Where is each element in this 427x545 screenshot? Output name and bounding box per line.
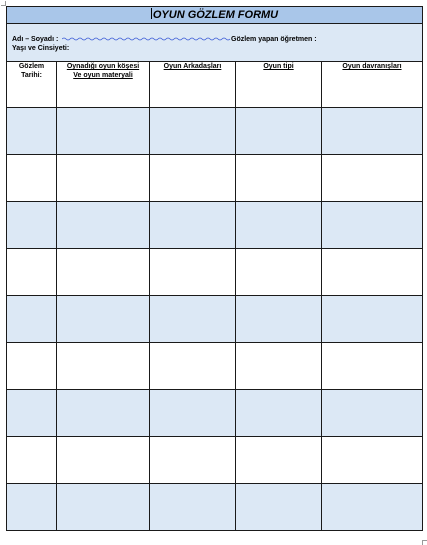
table-cell[interactable]: [150, 108, 236, 155]
table-row: [7, 155, 423, 202]
table-cell[interactable]: [322, 249, 423, 296]
table-cell[interactable]: [236, 249, 322, 296]
form-body: [7, 108, 423, 531]
table-cell[interactable]: [57, 343, 150, 390]
table-cell[interactable]: [236, 108, 322, 155]
column-header-text: Tarihi:: [21, 72, 42, 79]
table-cell[interactable]: [322, 155, 423, 202]
table-cell[interactable]: [7, 296, 57, 343]
table-cell[interactable]: [7, 484, 57, 531]
table-row: [7, 343, 423, 390]
table-cell[interactable]: [57, 437, 150, 484]
table-cell[interactable]: [150, 437, 236, 484]
table-cell[interactable]: [57, 390, 150, 437]
table-cell[interactable]: [322, 108, 423, 155]
form-title-cell: [7, 7, 423, 24]
table-cell[interactable]: [322, 390, 423, 437]
table-cell[interactable]: [322, 343, 423, 390]
table-cell[interactable]: [322, 484, 423, 531]
table-row: [7, 484, 423, 531]
table-cell[interactable]: [322, 437, 423, 484]
table-cell[interactable]: [7, 155, 57, 202]
table-cell[interactable]: [150, 249, 236, 296]
table-cell[interactable]: [7, 202, 57, 249]
table-row: [7, 202, 423, 249]
name-field-line: [12, 36, 232, 43]
spellcheck-underline: [62, 37, 232, 41]
table-cell[interactable]: [236, 202, 322, 249]
table-cell[interactable]: [7, 390, 57, 437]
table-cell[interactable]: [57, 202, 150, 249]
table-cell[interactable]: [236, 343, 322, 390]
table-row: [7, 249, 423, 296]
column-header-text: Oyun Arkadaşları: [163, 63, 222, 70]
table-cell[interactable]: [150, 202, 236, 249]
table-cell[interactable]: [7, 437, 57, 484]
table-cell[interactable]: [150, 390, 236, 437]
column-header-row: [7, 62, 423, 108]
name-label: Adı – Soyadı :: [12, 36, 59, 43]
table-cell[interactable]: [236, 390, 322, 437]
table-cell[interactable]: [236, 437, 322, 484]
page-corner-mark: [422, 540, 427, 545]
column-header-text: Oyun davranışları: [342, 63, 402, 70]
table-cell[interactable]: [322, 296, 423, 343]
column-header-date: [7, 62, 57, 108]
table-cell[interactable]: [150, 155, 236, 202]
table-cell[interactable]: [7, 343, 57, 390]
table-cell[interactable]: [57, 296, 150, 343]
column-header-text: Gözlem: [18, 63, 45, 70]
column-header-play-corner: [57, 62, 150, 108]
column-header-play-type: [236, 62, 322, 108]
table-cell[interactable]: [57, 484, 150, 531]
table-cell[interactable]: [150, 296, 236, 343]
table-cell[interactable]: [236, 155, 322, 202]
student-info-cell[interactable]: [7, 24, 423, 62]
table-row: [7, 390, 423, 437]
table-row: [7, 108, 423, 155]
column-header-text: Oyun tipi: [263, 63, 294, 70]
table-cell[interactable]: [322, 202, 423, 249]
table-cell[interactable]: [150, 343, 236, 390]
table-cell[interactable]: [150, 484, 236, 531]
form-title: OYUN GÖZLEM FORMU: [152, 9, 279, 21]
table-cell[interactable]: [7, 108, 57, 155]
table-cell[interactable]: [57, 108, 150, 155]
table-row: [7, 296, 423, 343]
column-header-play-behaviors: [322, 62, 423, 108]
column-header-text: Ve oyun materyali: [73, 72, 133, 79]
text-cursor: [151, 8, 152, 19]
table-row: [7, 437, 423, 484]
table-cell[interactable]: [236, 484, 322, 531]
table-cell[interactable]: [7, 249, 57, 296]
observation-form-table: [6, 6, 423, 531]
teacher-label: Gözlem yapan öğretmen :: [231, 36, 317, 43]
table-cell[interactable]: [236, 296, 322, 343]
column-header-playmates: [150, 62, 236, 108]
table-cell[interactable]: [57, 249, 150, 296]
age-gender-label: Yaşı ve Cinsiyeti:: [12, 45, 70, 52]
column-header-text: Oynadığı oyun köşesi: [66, 63, 140, 70]
table-cell[interactable]: [57, 155, 150, 202]
